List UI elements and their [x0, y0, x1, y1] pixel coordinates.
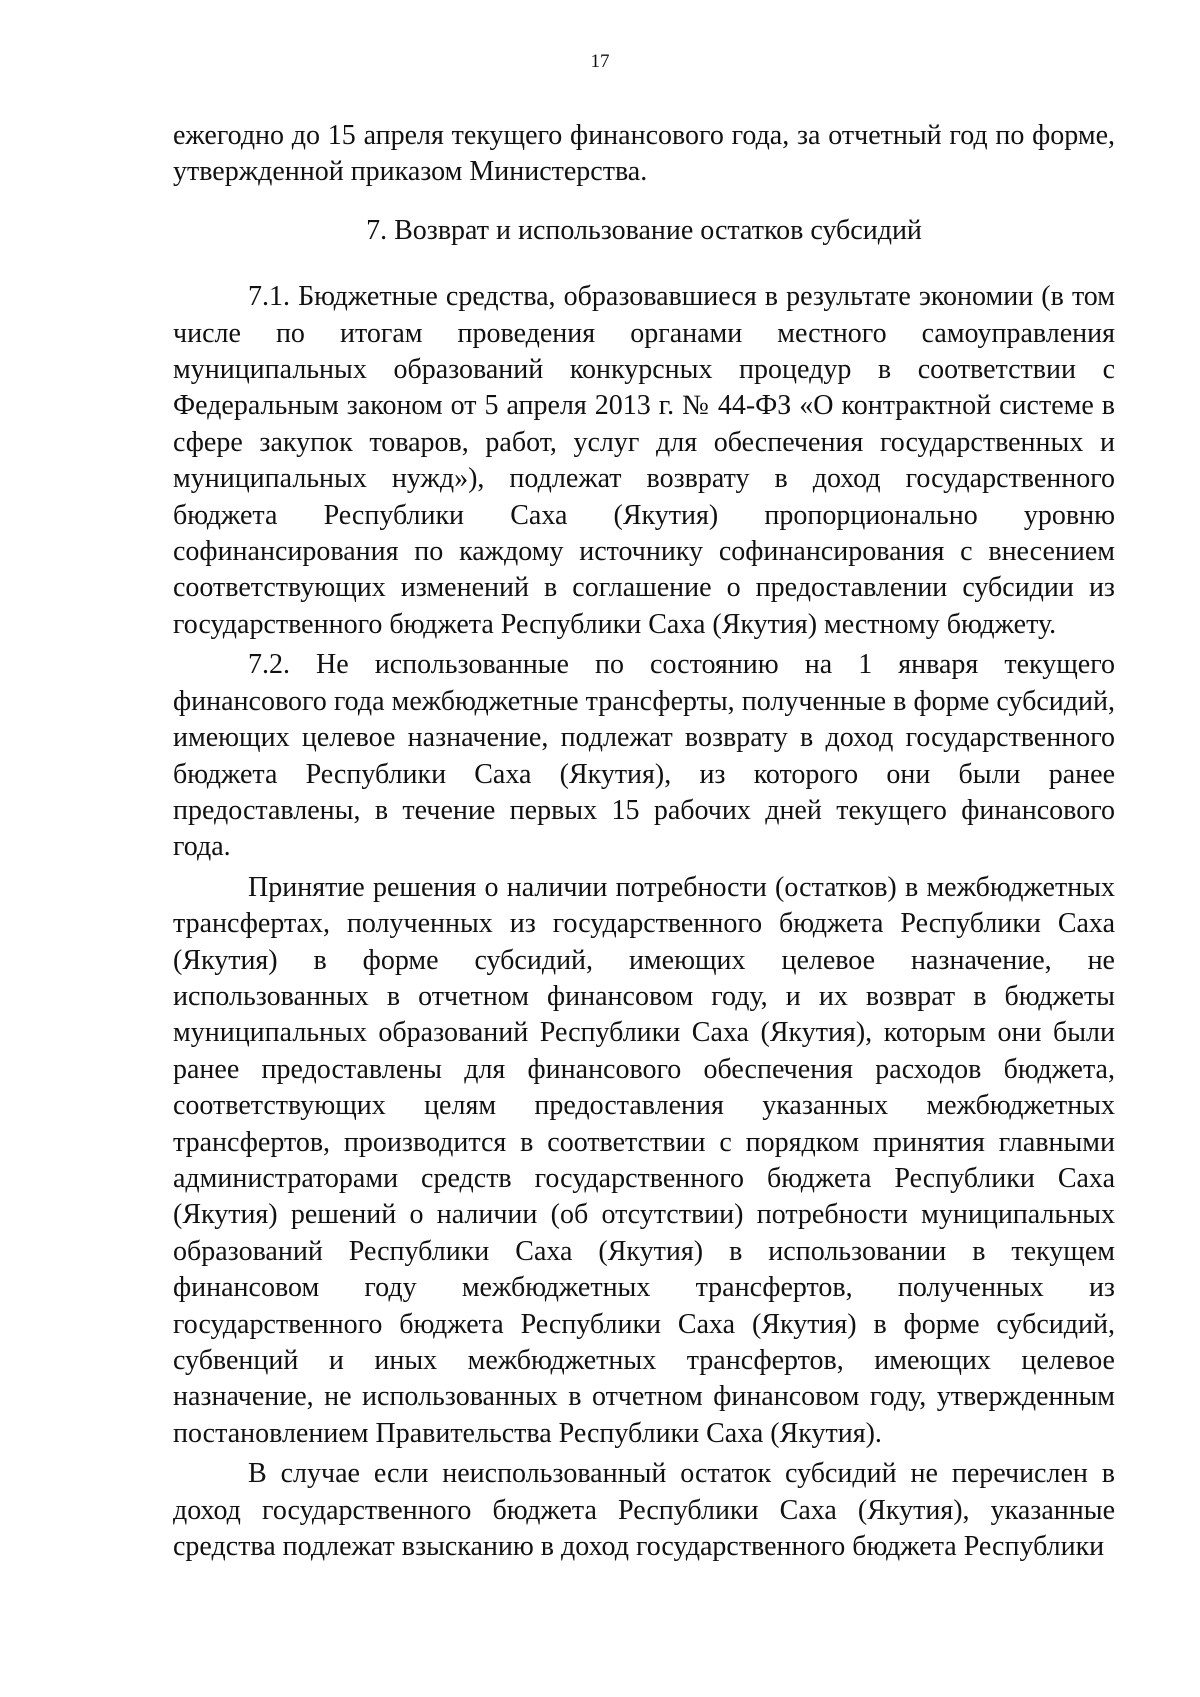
- section-heading: 7. Возврат и использование остатков субсидий: [366, 214, 922, 246]
- paragraph-recovery: В случае если неиспользованный остаток субсидий не перечислен в доход государственного бюджета Республики Саха (Якутия), указанные средства подлежат взысканию в доход государственного бюджета Республики: [173, 1458, 1115, 1563]
- document-body: [173, 118, 1115, 1565]
- intro-paragraph: ежегодно до 15 апреля текущего финансового года, за отчетный год по форме, утвержденной приказом Министерства.: [173, 120, 1115, 188]
- page-number: 17: [590, 51, 610, 72]
- paragraph-7-1: 7.1. Бюджетные средства, образовавшиеся в результате экономии (в том числе по итогам проведения органами местного самоуправления муниципальных образований конкурсных процедур в соответствии с Федеральным законом от 5 апреля 2013 г. № 44-ФЗ «О контрактной системе в сфере закупок товаров, работ, услуг для обеспечения государственных и муниципальных нужд»), подлежат возврату в доход государственного бюджета Республики Саха (Якутия) пропорционально уровню софинансирования по каждому источнику софинансирования с внесением соответствующих изменений в соглашение о предоставлении субсидии из государственного бюджета Республики Саха (Якутия) местному бюджету.: [173, 281, 1115, 640]
- paragraph-7-2: 7.2. Не использованные по состоянию на 1 января текущего финансового года межбюджетные трансферты, полученные в форме субсидий, имеющих целевое назначение, подлежат возврату в доход государственного бюджета Республики Саха (Якутия), из которого они были ранее предоставлены, в течение первых 15 рабочих дней текущего финансового года.: [173, 649, 1115, 863]
- paragraph-decision: Принятие решения о наличии потребности (остатков) в межбюджетных трансфертах, полученных из государственного бюджета Республики Саха (Якутия) в форме субсидий, имеющих целевое назначение, не использованных в отчетном финансовом году, и их возврат в бюджеты муниципальных образований Республики Саха (Якутия), которым они были ранее предоставлены для финансового обеспечения расходов бюджета, соответствующих целям предоставления указанных межбюджетных трансфертов, производится в соответствии с порядком принятия главными администраторами средств государственного бюджета Республики Саха (Якутия) решений о наличии (об отсутствии) потребности муниципальных образований Республики Саха (Якутия) в использовании в текущем финансовом году межбюджетных трансфертов, полученных из государственного бюджета Республики Саха (Якутия) в форме субсидий, субвенций и иных межбюджетных трансфертов, имеющих целевое назначение, не использованных в отчетном финансовом году, утвержденным постановлением Правительства Республики Саха (Якутия).: [173, 871, 1115, 1449]
